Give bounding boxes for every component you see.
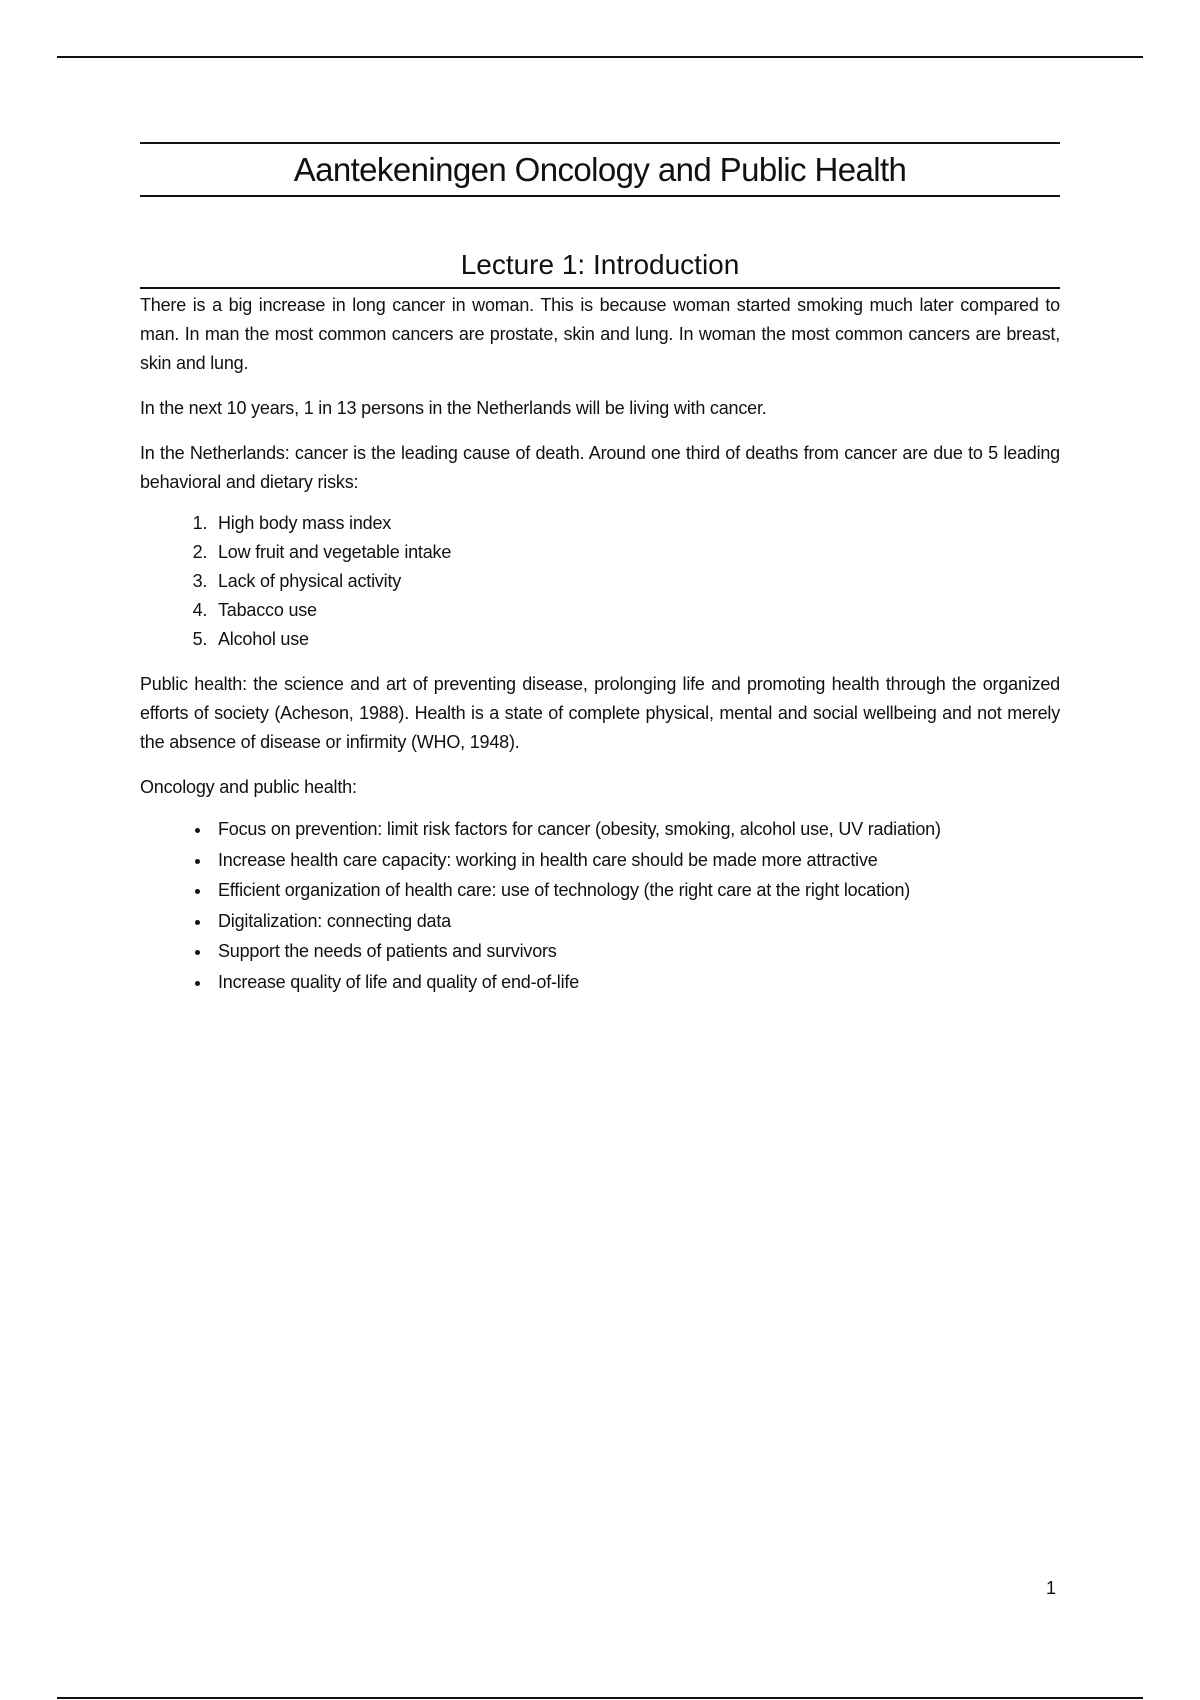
risk-factors-list xyxy=(140,509,1060,654)
paragraph-oncology-intro: Oncology and public health: xyxy=(140,777,357,797)
list-item: 3. Lack of physical activity xyxy=(212,567,1060,596)
page-top-rule xyxy=(57,56,1143,58)
page-number: 1 xyxy=(1045,1578,1056,1598)
document-title: Aantekeningen Oncology and Public Health xyxy=(140,142,1060,197)
list-item: 1. High body mass index xyxy=(212,509,1060,538)
paragraph-public-health-definition: Public health: the science and art of preventing disease, prolonging life and promoting health through the organized efforts of society (Acheson, 1988). Health is a state of complete physical, mental and social wellbeing and not merely the absence of disease or infirmity (WHO, 1948). xyxy=(140,674,1060,752)
list-item: • Support the needs of patients and survivors xyxy=(212,936,1060,967)
list-item: • Digitalization: connecting data xyxy=(212,906,1060,937)
paragraph-netherlands-prevalence: In the next 10 years, 1 in 13 persons in the Netherlands will be living with cancer. xyxy=(140,398,767,418)
list-item: • Increase quality of life and quality of end-of-life xyxy=(212,967,1060,998)
list-item: • Increase health care capacity: working in health care should be made more attractive xyxy=(212,845,1060,876)
list-item: 5. Alcohol use xyxy=(212,625,1060,654)
list-item: • Focus on prevention: limit risk factors for cancer (obesity, smoking, alcohol use, UV radiation) xyxy=(212,814,1060,845)
list-item: • Efficient organization of health care: use of technology (the right care at the right location) xyxy=(212,875,1060,906)
paragraph-leading-cause: In the Netherlands: cancer is the leading cause of death. Around one third of deaths from cancer are due to 5 leading behavioral and dietary risks: xyxy=(140,443,1060,492)
page-bottom-rule xyxy=(57,1697,1143,1699)
list-item: 4. Tabacco use xyxy=(212,596,1060,625)
list-item: 2. Low fruit and vegetable intake xyxy=(212,538,1060,567)
paragraph-cancer-increase: There is a big increase in long cancer in woman. This is because woman started smoking much later compared to man. In man the most common cancers are prostate, skin and lung. In woman the most common cancers are breast, skin and lung. xyxy=(140,295,1060,373)
document-body xyxy=(140,142,1060,997)
focus-points-list xyxy=(140,814,1060,997)
lecture-heading: Lecture 1: Introduction xyxy=(140,251,1060,289)
